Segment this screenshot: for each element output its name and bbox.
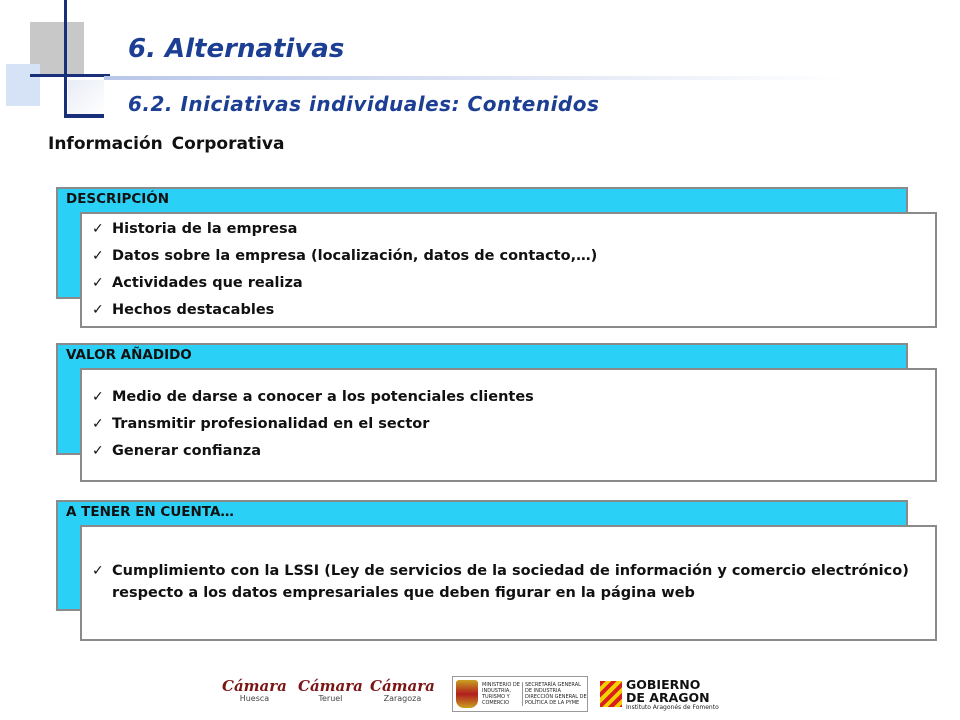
check-icon: ✓ <box>92 248 104 264</box>
gobierno-line1: GOBIERNO <box>626 676 701 692</box>
ministerio-logo <box>452 676 588 712</box>
camara-city: Teruel <box>318 694 343 703</box>
aragon-flag-icon <box>600 681 622 707</box>
gobierno-aragon-logo <box>600 674 720 714</box>
check-icon: ✓ <box>92 389 104 405</box>
list-item <box>92 411 925 438</box>
a-tener-en-cuenta-list <box>92 560 925 604</box>
list-item <box>92 270 925 297</box>
slide-subtitle: 6.2. Iniciativas individuales: Contenidos <box>128 92 600 116</box>
list-item-text: Datos sobre la empresa (localización, datos de contacto,…) <box>112 248 598 264</box>
section-heading: Información Corporativa <box>48 134 285 154</box>
list-item <box>92 438 925 465</box>
list-item-text: Transmitir profesionalidad en el sector <box>112 416 430 432</box>
slide-title: 6. Alternativas <box>128 34 345 64</box>
check-icon: ✓ <box>92 416 104 432</box>
gobierno-text <box>626 678 719 711</box>
camara-name: Cámara <box>298 677 363 695</box>
decorative-fade-line <box>104 76 844 80</box>
check-icon: ✓ <box>92 563 104 579</box>
decorative-vertical-line <box>64 0 67 118</box>
decorative-gradient-square <box>68 80 104 114</box>
descripcion-content-box <box>80 212 937 328</box>
check-icon: ✓ <box>92 302 104 318</box>
list-item-text: Historia de la empresa <box>112 221 298 237</box>
decorative-horizontal-line-lower <box>64 114 104 118</box>
valor-anadido-list <box>92 384 925 465</box>
camara-teruel-logo <box>298 678 363 703</box>
camara-zaragoza-logo <box>370 678 435 703</box>
camara-huesca-logo <box>222 678 287 703</box>
gobierno-line2: DE ARAGON <box>626 689 710 705</box>
check-icon: ✓ <box>92 443 104 459</box>
coat-of-arms-icon <box>456 680 478 708</box>
decorative-horizontal-line <box>30 74 110 77</box>
decorative-blue-square <box>6 64 40 106</box>
list-item <box>92 297 925 324</box>
descripcion-list <box>92 216 925 324</box>
list-item-text: Medio de darse a conocer a los potenciales clientes <box>112 389 534 405</box>
camara-name: Cámara <box>370 677 435 695</box>
a-tener-en-cuenta-label: A TENER EN CUENTA… <box>66 504 234 520</box>
descripcion-label: DESCRIPCIÓN <box>66 191 170 207</box>
valor-anadido-label: VALOR AÑADIDO <box>66 347 192 363</box>
check-icon: ✓ <box>92 221 104 237</box>
ministerio-text: MINISTERIO DE INDUSTRIA, TURISMO Y COMERCIO <box>482 682 520 706</box>
camara-city: Zaragoza <box>383 694 422 703</box>
footer-logos <box>0 672 960 716</box>
list-item <box>92 384 925 411</box>
secretaria-text: SECRETARÍA GENERAL DE INDUSTRIA DIRECCIÓN GENERAL DE POLÍTICA DE LA PYME <box>522 682 587 706</box>
list-item <box>92 243 925 270</box>
list-item-text: Hechos destacables <box>112 302 275 318</box>
list-item-text: Cumplimiento con la LSSI (Ley de servicios de la sociedad de información y comercio electrónico) respecto a los datos empresariales que deben figurar en la página web <box>112 563 909 601</box>
camara-city: Huesca <box>239 694 270 703</box>
gobierno-line3: Instituto Aragonés de Fomento <box>626 703 719 711</box>
list-item-text: Actividades que realiza <box>112 275 303 291</box>
camara-name: Cámara <box>222 677 287 695</box>
list-item <box>92 560 925 604</box>
check-icon: ✓ <box>92 275 104 291</box>
list-item-text: Generar confianza <box>112 443 261 459</box>
valor-anadido-content-box <box>80 368 937 482</box>
list-item <box>92 216 925 243</box>
a-tener-en-cuenta-content-box <box>80 525 937 641</box>
